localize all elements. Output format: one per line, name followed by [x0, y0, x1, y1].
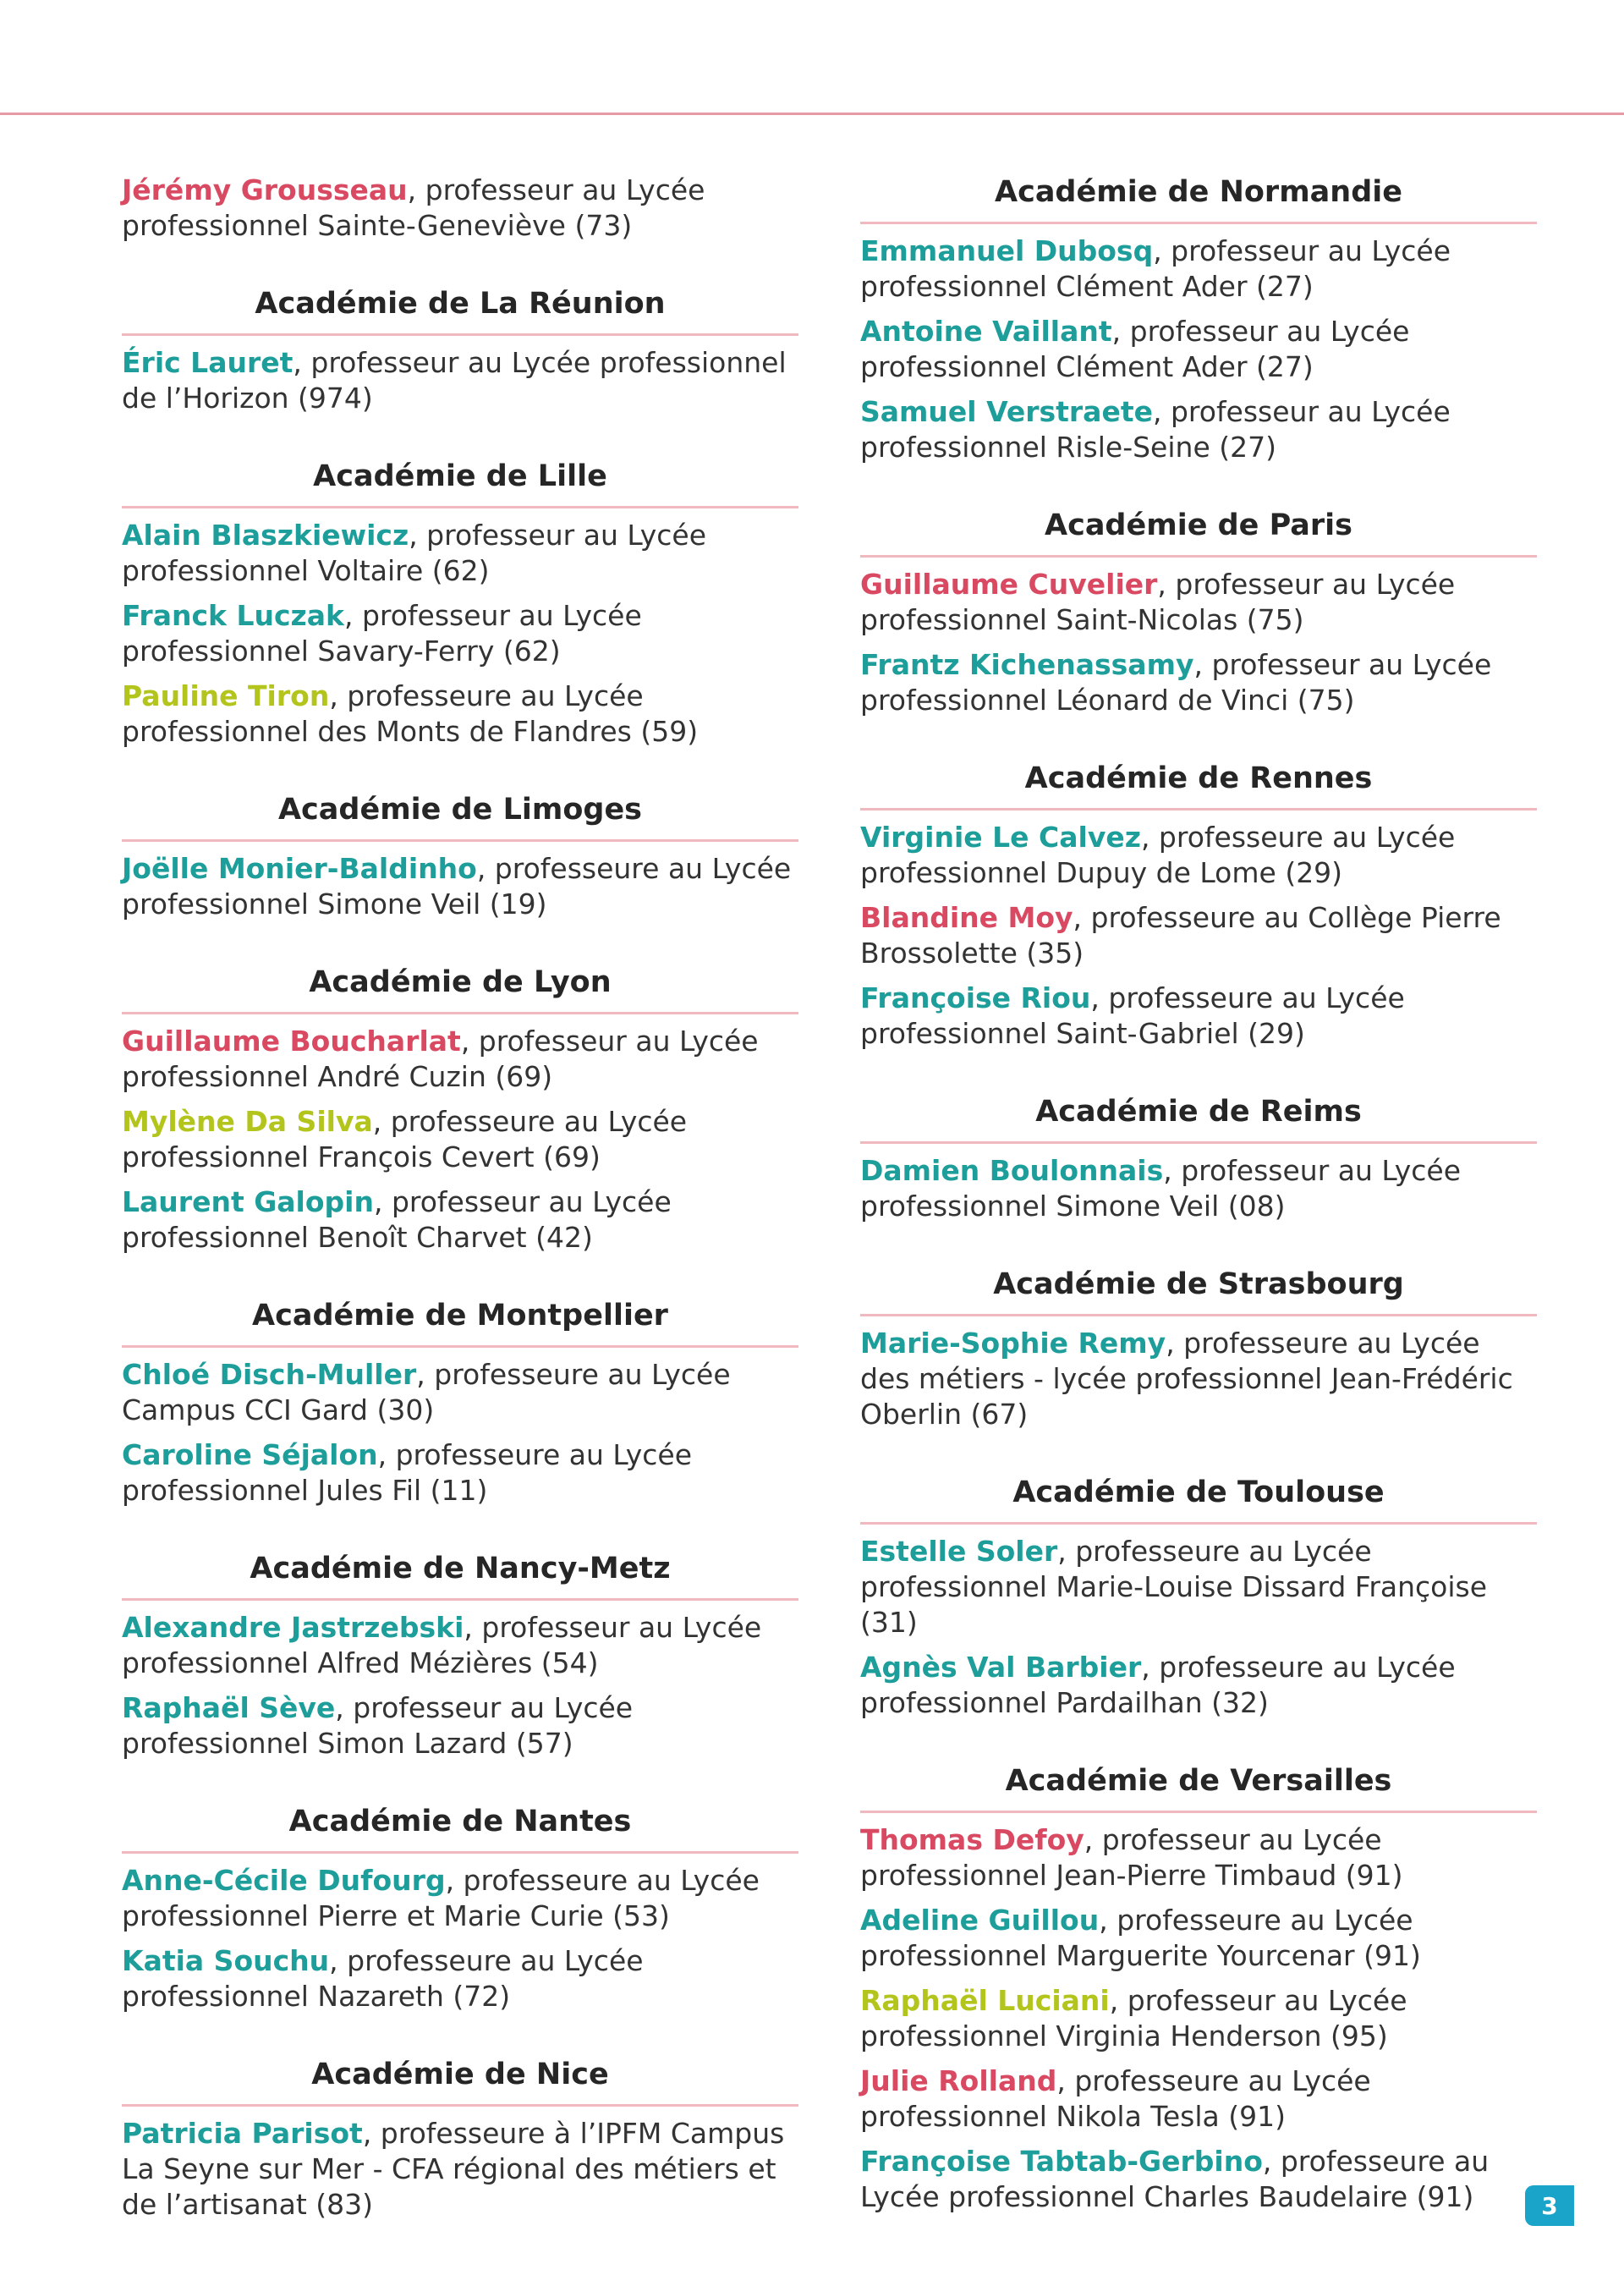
- person-name: Frantz Kichenassamy: [860, 648, 1194, 681]
- list-entry: [122, 345, 798, 416]
- person-name: Franck Luczak: [122, 599, 344, 632]
- person-name: Pauline Tiron: [122, 679, 330, 712]
- entry-description: , professeure au Lycée professionnel Nikola Tesla (91): [860, 2064, 1371, 2133]
- list-entry: [860, 2144, 1537, 2215]
- entry-description: , professeure au Lycée Campus CCI Gard (30): [122, 1358, 731, 1426]
- section-title: Académie de Paris: [860, 508, 1537, 558]
- entry-description: , professeure au Lycée professionnel Saint-Gabriel (29): [860, 981, 1405, 1050]
- person-name: Alexandre Jastrzebski: [122, 1611, 464, 1644]
- entry-description: , professeur au Lycée professionnel Jean-Pierre Timbaud (91): [860, 1823, 1403, 1892]
- list-entry: [860, 234, 1537, 305]
- section-list: [860, 1822, 1537, 2215]
- list-entry: [122, 1690, 798, 1761]
- section-title: Académie de La Réunion: [122, 286, 798, 336]
- section-list: [122, 851, 798, 922]
- list-entry: [860, 567, 1537, 638]
- section-title: Académie de Montpellier: [122, 1298, 798, 1348]
- person-name: Patricia Parisot: [122, 2117, 363, 2150]
- person-name: Samuel Verstraete: [860, 395, 1153, 428]
- list-entry: [860, 394, 1537, 465]
- entry-description: , professeur au Lycée professionnel Risle-Seine (27): [860, 395, 1451, 464]
- entry-description: , professeur au Lycée professionnel Clément Ader (27): [860, 315, 1410, 383]
- entry-description: , professeur au Lycée professionnel Voltaire (62): [122, 519, 707, 587]
- entry-description: , professeure au Lycée professionnel Pierre et Marie Curie (53): [122, 1864, 760, 1932]
- left-column: [122, 166, 798, 2223]
- entry-description: , professeure au Lycée professionnel Marguerite Yourcenar (91): [860, 1904, 1421, 1972]
- entry-description: , professeure au Collège Pierre Brossolette (35): [860, 901, 1501, 970]
- list-entry: [122, 1184, 798, 1256]
- list-entry: [122, 1104, 798, 1175]
- person-name: Virginie Le Calvez: [860, 821, 1141, 854]
- entry-description: , professeure au Lycée professionnel Nazareth (72): [122, 1944, 644, 2013]
- list-entry: [122, 1357, 798, 1428]
- section-list: [860, 567, 1537, 718]
- entry-description: , professeur au Lycée professionnel André Cuzin (69): [122, 1025, 759, 1093]
- list-entry: [860, 900, 1537, 971]
- person-name: Adeline Guillou: [860, 1904, 1100, 1937]
- list-entry: [860, 1983, 1537, 2054]
- person-name: Raphaël Luciani: [860, 1984, 1110, 2017]
- section-title: Académie de Toulouse: [860, 1475, 1537, 1525]
- list-entry: [122, 2116, 798, 2223]
- section-list: [860, 1153, 1537, 1224]
- entry-description: , professeur au Lycée professionnel Simone Veil (08): [860, 1154, 1462, 1223]
- section-list: [122, 1610, 798, 1761]
- section-list: [122, 345, 798, 416]
- person-name: Katia Souchu: [122, 1944, 330, 1977]
- entry-description: , professeur au Lycée professionnel Benoît Charvet (42): [122, 1185, 672, 1254]
- list-entry: [860, 1822, 1537, 1893]
- list-entry: [122, 173, 798, 244]
- person-name: Françoise Riou: [860, 981, 1091, 1014]
- entry-description: , professeure au Lycée professionnel Jules Fil (11): [122, 1438, 693, 1507]
- person-name: Marie-Sophie Remy: [860, 1327, 1166, 1360]
- person-name: Agnès Val Barbier: [860, 1651, 1142, 1684]
- list-entry: [122, 1024, 798, 1095]
- person-name: Raphaël Sève: [122, 1691, 336, 1724]
- entry-description: , professeure au Lycée professionnel Simone Veil (19): [122, 852, 792, 920]
- person-name: Jérémy Grousseau: [122, 173, 408, 206]
- entry-description: , professeure au Lycée professionnel des Monts de Flandres (59): [122, 679, 699, 748]
- person-name: Damien Boulonnais: [860, 1154, 1164, 1187]
- right-sections: [860, 174, 1537, 2215]
- entry-description: , professeure au Lycée des métiers - lycée professionnel Jean-Frédéric Oberlin (67): [860, 1327, 1513, 1431]
- person-name: Joëlle Monier-Baldinho: [122, 852, 477, 885]
- section-title: Académie de Limoges: [122, 792, 798, 842]
- section-list: [860, 1534, 1537, 1721]
- entry-description: , professeure au Lycée professionnel Charles Baudelaire (91): [860, 2145, 1490, 2213]
- person-name: Guillaume Boucharlat: [122, 1025, 461, 1058]
- person-name: Éric Lauret: [122, 346, 294, 379]
- person-name: Guillaume Cuvelier: [860, 568, 1158, 601]
- list-entry: [860, 820, 1537, 891]
- person-name: Mylène Da Silva: [122, 1105, 373, 1138]
- person-name: Caroline Séjalon: [122, 1438, 378, 1471]
- person-name: Estelle Soler: [860, 1535, 1058, 1568]
- header-rule: [0, 113, 1624, 115]
- entry-description: , professeur au Lycée professionnel Sainte-Geneviève (73): [122, 173, 705, 242]
- entry-description: , professeure à l’IPFM Campus La Seyne sur Mer - CFA régional des métiers et de l’artisanat (83): [122, 2117, 785, 2221]
- list-entry: [122, 1943, 798, 2014]
- list-entry: [122, 851, 798, 922]
- list-entry: [860, 314, 1537, 385]
- list-entry: [860, 1534, 1537, 1640]
- person-name: Anne-Cécile Dufourg: [122, 1864, 446, 1897]
- person-name: Blandine Moy: [860, 901, 1073, 934]
- person-name: Chloé Disch-Muller: [122, 1358, 417, 1391]
- person-name: Alain Blaszkiewicz: [122, 519, 409, 552]
- entry-description: , professeur au Lycée professionnel Virginia Henderson (95): [860, 1984, 1407, 2052]
- entry-description: , professeur au Lycée professionnel Saint-Nicolas (75): [860, 568, 1456, 636]
- section-title: Académie de Normandie: [860, 174, 1537, 224]
- list-entry: [860, 1153, 1537, 1224]
- section-list: [122, 1024, 798, 1256]
- person-name: Françoise Tabtab-Gerbino: [860, 2145, 1263, 2178]
- section-title: Académie de Nantes: [122, 1804, 798, 1854]
- page-number: 3: [1525, 2185, 1574, 2226]
- person-name: Laurent Galopin: [122, 1185, 374, 1218]
- right-column: [860, 166, 1537, 2215]
- section-title: Académie de Lille: [122, 459, 798, 508]
- person-name: Julie Rolland: [860, 2064, 1057, 2097]
- section-title: Académie de Rennes: [860, 761, 1537, 811]
- section-list: [122, 518, 798, 750]
- section-list: [860, 234, 1537, 465]
- list-entry: [860, 1650, 1537, 1721]
- person-name: Thomas Defoy: [860, 1823, 1084, 1856]
- entry-description: , professeure au Lycée professionnel Dupuy de Lome (29): [860, 821, 1456, 889]
- list-entry: [122, 1610, 798, 1681]
- list-entry: [122, 1437, 798, 1508]
- entry-description: , professeure au Lycée professionnel Pardailhan (32): [860, 1651, 1456, 1719]
- list-entry: [122, 598, 798, 669]
- section-title: Académie de Reims: [860, 1094, 1537, 1144]
- entry-description: , professeur au Lycée professionnel Savary-Ferry (62): [122, 599, 642, 668]
- entry-description: , professeur au Lycée professionnel Clément Ader (27): [860, 234, 1451, 303]
- person-name: Antoine Vaillant: [860, 315, 1112, 348]
- section-title: Académie de Nancy-Metz: [122, 1551, 798, 1601]
- entry-description: , professeur au Lycée professionnel Léonard de Vinci (75): [860, 648, 1492, 717]
- section-list: [122, 1863, 798, 2014]
- list-entry: [860, 1903, 1537, 1974]
- entry-description: , professeur au Lycée professionnel de l’Horizon (974): [122, 346, 787, 415]
- section-list: [122, 1357, 798, 1508]
- section-list: [860, 1326, 1537, 1432]
- person-name: Emmanuel Dubosq: [860, 234, 1154, 267]
- section-list: [860, 820, 1537, 1052]
- list-entry: [122, 518, 798, 589]
- section-title: Académie de Versailles: [860, 1763, 1537, 1813]
- left-sections: [122, 286, 798, 2223]
- section-title: Académie de Nice: [122, 2057, 798, 2107]
- list-entry: [860, 981, 1537, 1052]
- section-title: Académie de Strasbourg: [860, 1267, 1537, 1316]
- list-entry: [860, 1326, 1537, 1432]
- list-entry: [122, 679, 798, 750]
- entry-description: , professeur au Lycée professionnel Simon Lazard (57): [122, 1691, 634, 1760]
- entry-description: , professeur au Lycée professionnel Alfred Mézières (54): [122, 1611, 762, 1679]
- entry-description: , professeure au Lycée professionnel Marie-Louise Dissard Françoise (31): [860, 1535, 1488, 1639]
- entry-description: , professeure au Lycée professionnel François Cevert (69): [122, 1105, 688, 1173]
- list-entry: [122, 1863, 798, 1934]
- list-entry: [860, 2063, 1537, 2135]
- list-entry: [860, 647, 1537, 718]
- section-title: Académie de Lyon: [122, 964, 798, 1014]
- section-list: [122, 2116, 798, 2223]
